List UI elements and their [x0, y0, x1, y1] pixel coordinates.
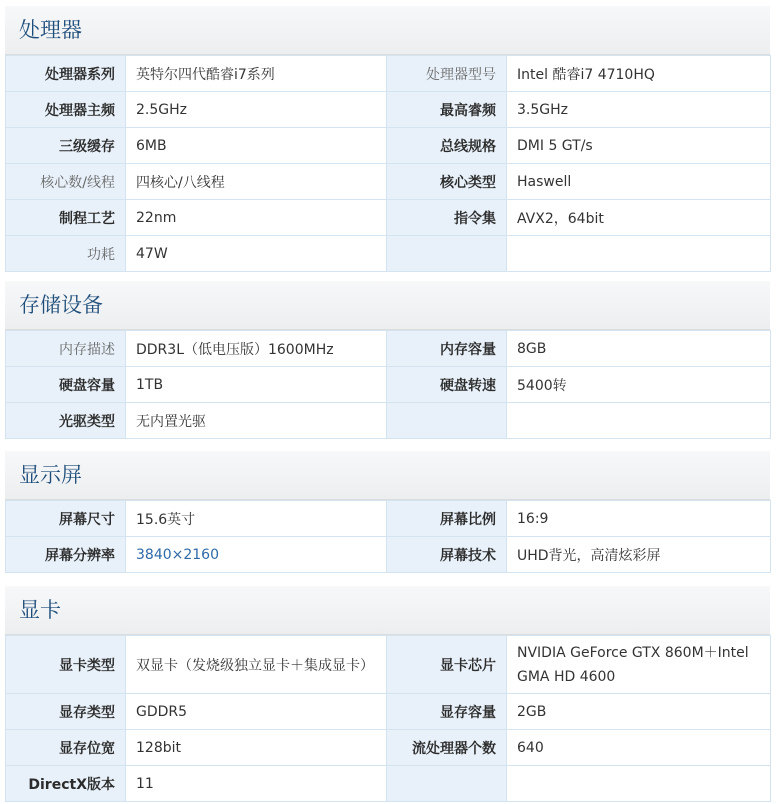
spec-value: 英特尔四代酷睿i7系列: [126, 56, 387, 92]
table-row: [6, 56, 771, 92]
spec-value: 22nm: [126, 200, 387, 236]
spec-value: 640: [507, 730, 771, 766]
spec-label: [387, 766, 507, 802]
spec-label: 屏幕分辨率: [6, 537, 126, 573]
table-row: [6, 537, 771, 573]
table-row: [6, 636, 771, 694]
spec-label: 处理器型号: [387, 56, 507, 92]
spec-label: 显存类型: [6, 694, 126, 730]
spec-value: AVX2，64bit: [507, 200, 771, 236]
table-row: [6, 92, 771, 128]
spec-label: 流处理器个数: [387, 730, 507, 766]
spec-label: 屏幕技术: [387, 537, 507, 573]
spec-label: 功耗: [6, 236, 126, 272]
table-row: [6, 236, 771, 272]
spec-value: NVIDIA GeForce GTX 860M＋Intel GMA HD 4600: [507, 636, 771, 694]
spec-label: 内存描述: [6, 331, 126, 367]
table-row: [6, 403, 771, 439]
spec-value[interactable]: 3840×2160: [126, 537, 387, 573]
section-title: 处理器: [5, 6, 770, 55]
spec-value: Haswell: [507, 164, 771, 200]
spec-label: 核心数/线程: [6, 164, 126, 200]
spec-value: 3.5GHz: [507, 92, 771, 128]
spec-label: 硬盘转速: [387, 367, 507, 403]
spec-value: 四核心/八线程: [126, 164, 387, 200]
spec-value: 8GB: [507, 331, 771, 367]
spec-label: 内存容量: [387, 331, 507, 367]
spec-label: 显卡类型: [6, 636, 126, 694]
spec-value: [507, 766, 771, 802]
table-row: [6, 331, 771, 367]
spec-label: 三级缓存: [6, 128, 126, 164]
spec-value: [507, 236, 771, 272]
spec-section: [5, 586, 770, 802]
table-row: [6, 200, 771, 236]
spec-table: [5, 55, 771, 272]
spec-value: UHD背光，高清炫彩屏: [507, 537, 771, 573]
spec-table: [5, 330, 771, 439]
spec-label: 指令集: [387, 200, 507, 236]
spec-label: 硬盘容量: [6, 367, 126, 403]
spec-label: 最高睿频: [387, 92, 507, 128]
spec-label: 屏幕比例: [387, 501, 507, 537]
spec-label: 核心类型: [387, 164, 507, 200]
spec-label: [387, 403, 507, 439]
spec-value: 15.6英寸: [126, 501, 387, 537]
spec-value: GDDR5: [126, 694, 387, 730]
spec-value: 47W: [126, 236, 387, 272]
table-row: [6, 694, 771, 730]
spec-label: 总线规格: [387, 128, 507, 164]
spec-section: [5, 451, 770, 573]
spec-value: 无内置光驱: [126, 403, 387, 439]
spec-table: [5, 635, 771, 802]
spec-value: 1TB: [126, 367, 387, 403]
section-title: 显卡: [5, 586, 770, 635]
spec-value: 5400转: [507, 367, 771, 403]
spec-section: [5, 6, 770, 272]
spec-label: [387, 236, 507, 272]
spec-label: 处理器系列: [6, 56, 126, 92]
spec-value: DDR3L（低电压版）1600MHz: [126, 331, 387, 367]
table-row: [6, 367, 771, 403]
spec-value: 2GB: [507, 694, 771, 730]
table-row: [6, 501, 771, 537]
spec-value: 双显卡（发烧级独立显卡＋集成显卡）: [126, 636, 387, 694]
table-row: [6, 766, 771, 802]
table-row: [6, 128, 771, 164]
spec-value: DMI 5 GT/s: [507, 128, 771, 164]
spec-label: DirectX版本: [6, 766, 126, 802]
table-row: [6, 164, 771, 200]
spec-value: 16:9: [507, 501, 771, 537]
spec-label: 制程工艺: [6, 200, 126, 236]
spec-table: [5, 500, 771, 573]
spec-label: 显存容量: [387, 694, 507, 730]
spec-value: 6MB: [126, 128, 387, 164]
spec-value: [507, 403, 771, 439]
spec-value: Intel 酷睿i7 4710HQ: [507, 56, 771, 92]
spec-value: 2.5GHz: [126, 92, 387, 128]
spec-label: 屏幕尺寸: [6, 501, 126, 537]
section-title: 显示屏: [5, 451, 770, 500]
spec-label: 光驱类型: [6, 403, 126, 439]
spec-label: 处理器主频: [6, 92, 126, 128]
spec-value: 128bit: [126, 730, 387, 766]
table-row: [6, 730, 771, 766]
spec-label: 显卡芯片: [387, 636, 507, 694]
spec-section: [5, 281, 770, 439]
spec-value: 11: [126, 766, 387, 802]
spec-label: 显存位宽: [6, 730, 126, 766]
section-title: 存储设备: [5, 281, 770, 330]
